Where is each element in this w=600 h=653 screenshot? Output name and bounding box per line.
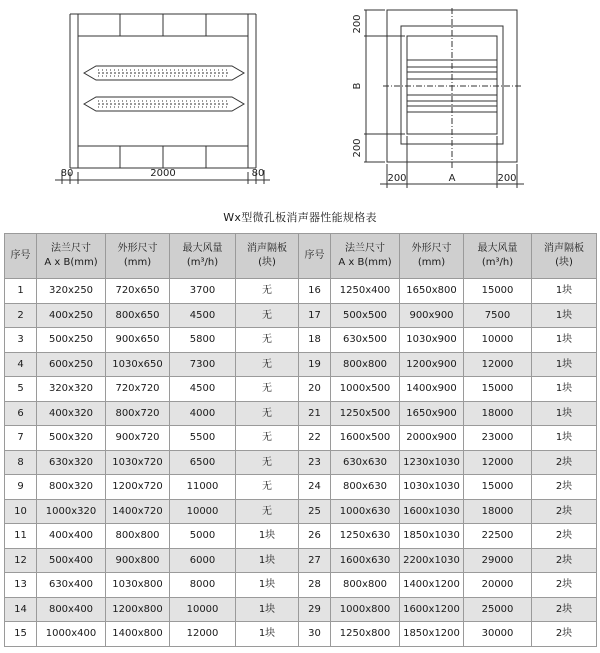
cell-airflow: 5000 [170,524,236,549]
cell-plate-2: 2块 [532,573,597,598]
cell-flange: 630x320 [37,450,106,475]
header-flange [37,234,106,279]
cell-outer: 1030x650 [106,352,170,377]
cell-seq: 7 [5,426,37,451]
cell-seq: 11 [5,524,37,549]
header-plate [236,234,299,279]
header-airflow-2 [464,234,532,279]
cell-plate: 无 [236,499,299,524]
table-title: Wx型微孔板消声器性能规格表 [223,211,377,224]
cell-airflow: 6000 [170,548,236,573]
header-outer-line2: (mm) [123,257,152,268]
cell-flange: 400x320 [37,401,106,426]
spec-table [4,233,597,647]
cell-outer: 800x650 [106,303,170,328]
cell-airflow-2: 15000 [464,475,532,500]
cell-flange-2: 800x800 [331,573,400,598]
table-row [5,573,597,598]
cell-airflow-2: 10000 [464,328,532,353]
cell-outer-2: 1600x1030 [400,499,464,524]
cell-outer: 1030x800 [106,573,170,598]
header-seq: 序号 [5,234,37,279]
cell-airflow: 10000 [170,597,236,622]
cell-plate: 无 [236,303,299,328]
cell-flange-2: 800x630 [331,475,400,500]
cell-flange-2: 1250x800 [331,622,400,647]
cell-seq-2: 28 [299,573,331,598]
cell-airflow-2: 23000 [464,426,532,451]
cell-seq: 9 [5,475,37,500]
baffle-lower [84,97,244,111]
cell-flange: 500x250 [37,328,106,353]
cell-plate-2: 1块 [532,426,597,451]
cell-seq: 3 [5,328,37,353]
cell-airflow-2: 18000 [464,499,532,524]
cell-plate: 无 [236,475,299,500]
cell-flange-2: 1600x630 [331,548,400,573]
cell-plate: 无 [236,328,299,353]
cell-seq: 4 [5,352,37,377]
table-row [5,597,597,622]
cell-plate: 无 [236,401,299,426]
cell-plate-2: 1块 [532,328,597,353]
cell-plate: 1块 [236,524,299,549]
cell-airflow-2: 22500 [464,524,532,549]
cell-seq: 2 [5,303,37,328]
cell-plate: 无 [236,450,299,475]
cell-airflow: 8000 [170,573,236,598]
dim-bottom-right-text: 200 [497,173,517,184]
table-header-row [5,234,597,279]
cell-airflow: 11000 [170,475,236,500]
cell-flange: 1000x400 [37,622,106,647]
header-flange-2-line2: A x B(mm) [338,257,392,268]
cell-plate-2: 2块 [532,524,597,549]
cell-outer: 1200x800 [106,597,170,622]
header-flange-2 [331,234,400,279]
cell-seq: 14 [5,597,37,622]
cell-airflow: 5800 [170,328,236,353]
cell-airflow-2: 7500 [464,303,532,328]
cell-seq: 5 [5,377,37,402]
table-row [5,499,597,524]
cell-outer-2: 1850x1030 [400,524,464,549]
cell-airflow-2: 20000 [464,573,532,598]
cell-airflow-2: 12000 [464,450,532,475]
cell-outer: 900x650 [106,328,170,353]
cell-seq: 10 [5,499,37,524]
cell-seq-2: 29 [299,597,331,622]
cell-flange: 400x400 [37,524,106,549]
cell-seq: 8 [5,450,37,475]
cell-flange-2: 1250x400 [331,279,400,304]
cell-seq: 13 [5,573,37,598]
cell-outer: 1030x720 [106,450,170,475]
cell-outer-2: 1650x800 [400,279,464,304]
cell-plate-2: 1块 [532,352,597,377]
dim-bottom-left-text: 200 [387,173,407,184]
cell-flange: 800x320 [37,475,106,500]
cell-airflow-2: 12000 [464,352,532,377]
cell-outer: 1400x800 [106,622,170,647]
cell-plate-2: 1块 [532,303,597,328]
table-row [5,426,597,451]
cell-seq-2: 23 [299,450,331,475]
cell-outer: 1200x720 [106,475,170,500]
table-row [5,352,597,377]
cell-seq: 15 [5,622,37,647]
cell-plate: 1块 [236,597,299,622]
cell-flange: 320x250 [37,279,106,304]
cell-outer-2: 1400x900 [400,377,464,402]
cell-plate-2: 1块 [532,401,597,426]
table-row [5,622,597,647]
cell-flange: 320x320 [37,377,106,402]
header-plate-2-line1: 消声隔板 [544,243,584,254]
header-outer [106,234,170,279]
cell-plate-2: 2块 [532,475,597,500]
header-airflow-2-line1: 最大风量 [477,243,518,254]
cell-seq-2: 30 [299,622,331,647]
cell-plate-2: 1块 [532,377,597,402]
dim-b-text: B [352,82,363,90]
cell-airflow-2: 29000 [464,548,532,573]
cell-seq: 12 [5,548,37,573]
cell-outer: 800x800 [106,524,170,549]
cell-outer: 900x800 [106,548,170,573]
header-seq-2: 序号 [299,234,331,279]
cell-plate: 无 [236,352,299,377]
cell-seq: 1 [5,279,37,304]
spec-table-body [5,279,597,647]
table-row [5,377,597,402]
table-row [5,524,597,549]
dim-right-text: 80 [251,168,265,179]
header-plate-line1: 消声隔板 [247,243,287,254]
cell-flange: 500x400 [37,548,106,573]
cell-airflow: 4500 [170,377,236,402]
cell-flange-2: 1000x500 [331,377,400,402]
header-airflow-2-line2: (m³/h) [481,257,514,268]
side-view [55,14,270,184]
cell-outer-2: 1600x1200 [400,597,464,622]
cell-airflow: 10000 [170,499,236,524]
dim-top-text: 200 [352,14,363,34]
cell-airflow-2: 18000 [464,401,532,426]
cell-outer-2: 1200x900 [400,352,464,377]
table-row [5,450,597,475]
cell-outer-2: 1850x1200 [400,622,464,647]
cell-outer: 720x720 [106,377,170,402]
cell-plate: 无 [236,377,299,402]
cell-plate-2: 1块 [532,279,597,304]
cell-outer: 1400x720 [106,499,170,524]
baffle-upper [84,66,244,80]
end-view [364,8,524,188]
cell-outer: 800x720 [106,401,170,426]
cell-flange-2: 1000x630 [331,499,400,524]
cell-airflow-2: 30000 [464,622,532,647]
cell-airflow: 7300 [170,352,236,377]
header-airflow [170,234,236,279]
cell-airflow: 12000 [170,622,236,647]
table-row [5,328,597,353]
cell-airflow-2: 15000 [464,377,532,402]
cell-seq-2: 22 [299,426,331,451]
cell-seq-2: 21 [299,401,331,426]
cell-plate-2: 2块 [532,597,597,622]
cell-flange-2: 630x630 [331,450,400,475]
cell-airflow: 3700 [170,279,236,304]
header-plate-2-line2: (块) [555,257,573,268]
cell-plate: 1块 [236,573,299,598]
cell-flange: 800x400 [37,597,106,622]
table-row [5,548,597,573]
cell-outer: 900x720 [106,426,170,451]
header-airflow-line2: (m³/h) [186,257,219,268]
header-outer-2 [400,234,464,279]
cell-plate-2: 2块 [532,450,597,475]
header-plate-2 [532,234,597,279]
header-flange-2-line1: 法兰尺寸 [345,243,385,254]
cell-seq-2: 27 [299,548,331,573]
header-airflow-line1: 最大风量 [182,243,223,254]
cell-flange-2: 1250x500 [331,401,400,426]
dim-center-text: 2000 [150,168,176,179]
cell-seq-2: 17 [299,303,331,328]
header-outer-2-line1: 外形尺寸 [411,243,452,254]
table-row [5,475,597,500]
header-flange-line1: 法兰尺寸 [51,243,91,254]
dim-a-text: A [448,173,456,184]
cell-plate-2: 2块 [532,548,597,573]
cell-outer: 720x650 [106,279,170,304]
table-row [5,303,597,328]
cell-plate: 无 [236,279,299,304]
cell-flange: 400x250 [37,303,106,328]
cell-plate: 无 [236,426,299,451]
cell-outer-2: 1030x1030 [400,475,464,500]
cell-seq-2: 20 [299,377,331,402]
technical-drawing [0,0,600,205]
cell-seq-2: 19 [299,352,331,377]
cell-seq-2: 24 [299,475,331,500]
cell-plate-2: 2块 [532,622,597,647]
cell-airflow: 5500 [170,426,236,451]
cell-flange: 630x400 [37,573,106,598]
cell-outer-2: 1030x900 [400,328,464,353]
cell-flange-2: 1600x500 [331,426,400,451]
dim-left-text: 80 [60,168,74,179]
cell-flange: 1000x320 [37,499,106,524]
cell-airflow-2: 25000 [464,597,532,622]
cell-seq: 6 [5,401,37,426]
dim-bottom-text: 200 [352,138,363,158]
cell-outer-2: 1230x1030 [400,450,464,475]
side-view-body [78,14,248,168]
cell-flange-2: 1250x630 [331,524,400,549]
cell-airflow: 4500 [170,303,236,328]
header-outer-2-line2: (mm) [417,257,446,268]
cell-airflow-2: 15000 [464,279,532,304]
cell-outer-2: 1400x1200 [400,573,464,598]
cell-seq-2: 16 [299,279,331,304]
cell-plate: 1块 [236,548,299,573]
cell-outer-2: 1650x900 [400,401,464,426]
cell-flange-2: 800x800 [331,352,400,377]
table-row [5,279,597,304]
cell-plate: 1块 [236,622,299,647]
cell-outer-2: 2200x1030 [400,548,464,573]
cell-airflow: 4000 [170,401,236,426]
cell-plate-2: 2块 [532,499,597,524]
cell-flange-2: 1000x800 [331,597,400,622]
cell-seq-2: 18 [299,328,331,353]
cell-flange: 600x250 [37,352,106,377]
cell-flange-2: 500x500 [331,303,400,328]
header-plate-line2: (块) [258,257,276,268]
table-row [5,401,597,426]
cell-flange: 500x320 [37,426,106,451]
cell-seq-2: 26 [299,524,331,549]
cell-seq-2: 25 [299,499,331,524]
header-outer-line1: 外形尺寸 [117,243,158,254]
cell-flange-2: 630x500 [331,328,400,353]
header-flange-line2: A x B(mm) [44,257,98,268]
cell-outer-2: 900x900 [400,303,464,328]
cell-airflow: 6500 [170,450,236,475]
cell-outer-2: 2000x900 [400,426,464,451]
